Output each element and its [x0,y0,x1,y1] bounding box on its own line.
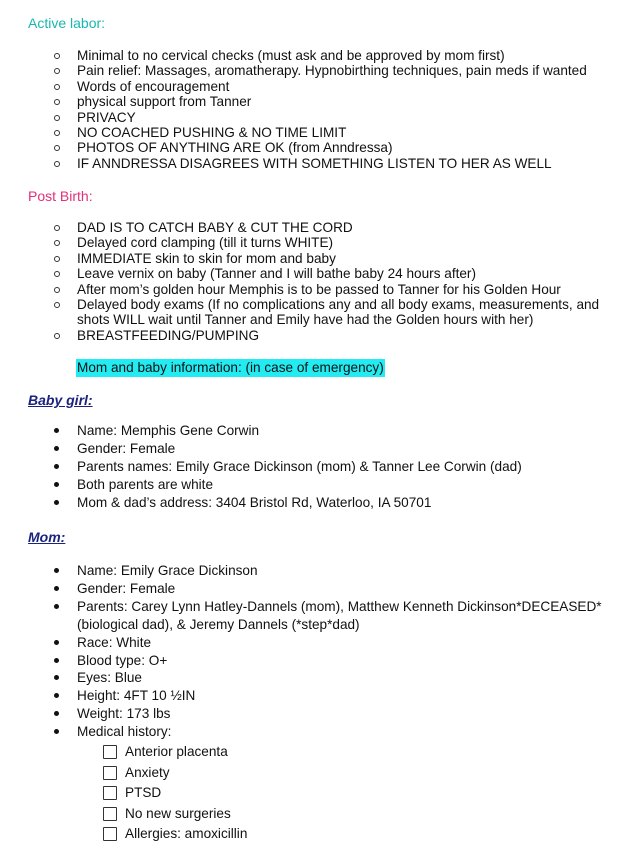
list-item: Words of encouragement [0,79,640,94]
list-item: IMMEDIATE skin to skin for mom and baby [0,251,640,266]
list-item: Parents: Carey Lynn Hatley-Dannels (mom), Matthew Kenneth Dickinson*DECEASED* (biological dad), & Jeremy Dannels (*step*dad) [0,598,640,634]
list-item: PHOTOS OF ANYTHING ARE OK (from Anndressa) [0,140,640,155]
list-item: Leave vernix on baby (Tanner and I will bathe baby 24 hours after) [0,266,640,281]
list-item: Mom & dad’s address: 3404 Bristol Rd, Waterloo, IA 50701 [0,494,640,512]
active-labor-heading: Active labor: [28,15,106,31]
checklist-item [0,824,247,845]
checklist-item-label: No new surgeries [125,805,231,821]
list-item: Parents names: Emily Grace Dickinson (mom) & Tanner Lee Corwin (dad) [0,458,640,476]
checkbox[interactable] [103,807,117,821]
baby-girl-list [0,422,640,512]
list-item: Height: 4FT 10 ½IN [0,687,640,705]
list-item: Race: White [0,634,640,652]
list-item: Both parents are white [0,476,640,494]
checklist-item [0,804,247,825]
list-item: Medical history: [0,723,640,741]
list-item: PRIVACY [0,110,640,125]
checklist-item-label: PTSD [125,785,162,801]
mom-heading: Mom: [28,529,66,545]
list-item: NO COACHED PUSHING & NO TIME LIMIT [0,125,640,140]
list-item: Weight: 173 lbs [0,705,640,723]
list-item: Name: Emily Grace Dickinson [0,562,640,580]
checklist-item [0,783,247,804]
checklist-item-label: Anxiety [125,764,170,780]
baby-girl-heading: Baby girl: [28,392,93,408]
list-item: physical support from Tanner [0,94,640,109]
list-item: Minimal to no cervical checks (must ask and be approved by mom first) [0,48,640,63]
post-birth-heading: Post Birth: [28,188,93,204]
list-item: Delayed body exams (If no complications any and all body exams, measurements, and shots WILL wait until Tanner and Emily have had the Golden hours with her) [0,297,640,328]
list-item: DAD IS TO CATCH BABY & CUT THE CORD [0,220,640,235]
checkbox[interactable] [103,786,117,800]
list-item: Gender: Female [0,440,640,458]
checkbox[interactable] [103,827,117,841]
list-item: IF ANNDRESSA DISAGREES WITH SOMETHING LISTEN TO HER AS WELL [0,156,640,171]
list-item: Blood type: O+ [0,652,640,670]
list-item: Pain relief: Massages, aromatherapy. Hypnobirthing techniques, pain meds if wanted [0,63,640,78]
list-item: Name: Memphis Gene Corwin [0,422,640,440]
checklist-item-label: Anterior placenta [125,744,228,759]
checklist-item [0,742,247,763]
medical-history-checklist [0,742,247,845]
list-item: BREASTFEEDING/PUMPING [0,328,640,343]
mom-list [0,562,640,741]
checkbox[interactable] [103,745,117,759]
checkbox[interactable] [103,766,117,780]
active-labor-list [0,48,640,171]
post-birth-list [0,220,640,343]
list-item: Delayed cord clamping (till it turns WHITE) [0,235,640,250]
emergency-info-note: Mom and baby information: (in case of emergency) [77,360,384,375]
checklist-item-label: Allergies: amoxicillin [125,826,248,842]
checklist-item [0,763,247,784]
list-item: Eyes: Blue [0,669,640,687]
list-item: After mom’s golden hour Memphis is to be passed to Tanner for his Golden Hour [0,282,640,297]
list-item: Gender: Female [0,580,640,598]
